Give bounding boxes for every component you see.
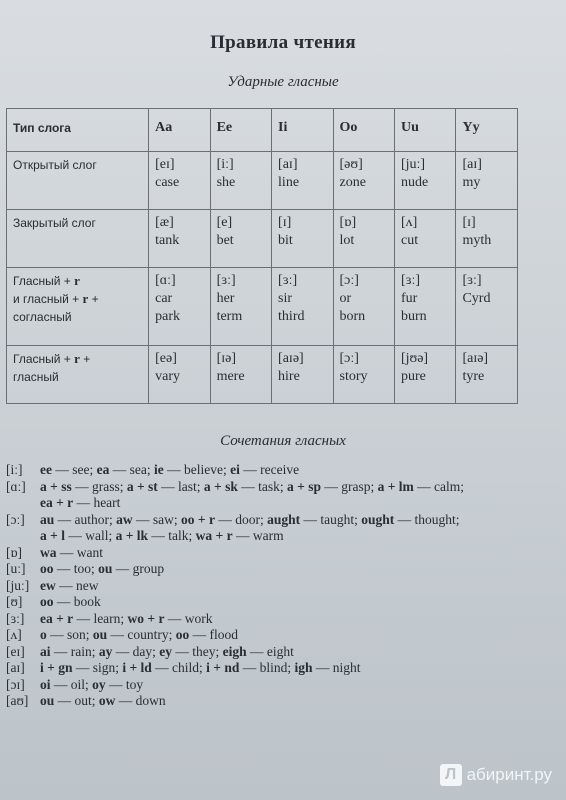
vowel-cell xyxy=(394,152,455,210)
ipa-transcription: [əʊ] xyxy=(339,157,363,172)
example-word: born xyxy=(339,309,366,324)
list-item xyxy=(6,594,556,611)
ipa-symbol xyxy=(6,528,40,545)
example-word: lot xyxy=(339,233,355,248)
combination-examples: wa — want xyxy=(40,544,103,560)
vowel-cell xyxy=(149,152,210,210)
table-header-row xyxy=(7,109,518,152)
combination-examples: au — author; aw — saw; oo + r — door; aught — taught; ought — thought; xyxy=(40,511,460,527)
combination-examples: ou — out; ow — down xyxy=(40,693,166,708)
example-word: vary xyxy=(155,369,180,384)
vowel-cell xyxy=(272,210,333,268)
vowel-cell xyxy=(149,268,210,346)
vowel-cell xyxy=(210,268,271,346)
example-word: zone xyxy=(339,175,366,190)
ipa-symbol: [ɔɪ] xyxy=(6,676,25,692)
example-word: park xyxy=(155,309,180,324)
example-word: fur xyxy=(400,291,418,306)
ipa-transcription: [aɪ] xyxy=(278,157,298,172)
vowel-cell xyxy=(333,346,394,404)
example-word: her xyxy=(216,291,235,306)
example-word: Cyrd xyxy=(462,291,491,306)
page-title: Правила чтения xyxy=(210,32,356,53)
column-header: Yy xyxy=(456,109,518,152)
column-header: Ii xyxy=(272,109,333,152)
combination-examples: o — son; ou — country; oo — flood xyxy=(40,627,239,642)
ipa-symbol: [ɔː] xyxy=(6,511,25,527)
vowel-cell xyxy=(456,346,518,404)
ipa-transcription: [ɔː] xyxy=(339,273,359,288)
ipa-symbol: [ʊ] xyxy=(6,594,23,609)
stressed-vowels-subtitle: Ударные гласные xyxy=(227,74,339,90)
vowel-cell xyxy=(272,152,333,210)
example-word: third xyxy=(278,309,305,324)
ipa-symbol xyxy=(6,495,40,512)
list-item xyxy=(6,611,556,628)
ipa-symbol: [iː] xyxy=(6,462,23,477)
column-header: Тип слога xyxy=(7,109,149,152)
ipa-transcription: [juː] xyxy=(400,157,426,172)
stressed-vowels-table xyxy=(6,108,518,404)
ipa-transcription: [iː] xyxy=(216,157,234,172)
ipa-transcription: [eə] xyxy=(155,351,177,366)
ipa-transcription: [ɜː] xyxy=(216,273,236,288)
vowel-cell xyxy=(272,268,333,346)
vowel-cell xyxy=(210,152,271,210)
ipa-transcription: [ʌ] xyxy=(400,215,418,230)
table-row xyxy=(7,210,518,268)
labirint-watermark xyxy=(440,764,552,786)
vowel-cell xyxy=(210,346,271,404)
example-word: tyre xyxy=(462,369,485,384)
example-word: nude xyxy=(400,175,429,190)
example-word: case xyxy=(155,175,180,190)
list-item xyxy=(6,644,556,661)
ipa-symbol: [ʌ] xyxy=(6,627,22,642)
vowel-cell xyxy=(333,152,394,210)
ipa-transcription: [aɪə] xyxy=(278,351,304,366)
example-word: story xyxy=(339,369,368,384)
list-item xyxy=(6,578,556,595)
vowel-cell xyxy=(149,346,210,404)
list-item xyxy=(6,627,556,644)
example-word: myth xyxy=(462,233,492,248)
syllable-type-cell: Открытый слог xyxy=(7,152,149,210)
ipa-transcription: [ɜː] xyxy=(278,273,298,288)
example-word: sir xyxy=(278,291,293,306)
ipa-symbol: [ɒ] xyxy=(6,544,23,560)
ipa-transcription: [ɜː] xyxy=(462,273,482,288)
vowel-cell xyxy=(272,346,333,404)
combination-examples: oi — oil; oy — toy xyxy=(40,676,144,692)
ipa-transcription: [ɪə] xyxy=(216,351,237,366)
ipa-symbol: [ɑː] xyxy=(6,478,26,494)
ipa-transcription: [ɪ] xyxy=(462,215,476,230)
example-word: my xyxy=(462,175,481,190)
combination-examples: ew — new xyxy=(40,577,99,593)
example-word: line xyxy=(278,175,300,190)
ipa-transcription: [e] xyxy=(216,215,233,230)
list-item xyxy=(6,677,556,694)
ipa-transcription: [ɪ] xyxy=(278,215,292,230)
example-word: she xyxy=(216,175,236,190)
ipa-symbol: [aʊ] xyxy=(6,693,29,708)
table-row xyxy=(7,346,518,404)
ipa-transcription: [ɒ] xyxy=(339,215,357,230)
example-word: car xyxy=(155,291,173,306)
combination-examples: i + gn — sign; i + ld — child; i + nd — blind; igh — night xyxy=(40,660,361,675)
list-item xyxy=(6,561,556,578)
vowel-cell xyxy=(394,346,455,404)
combination-examples: oo — too; ou — group xyxy=(40,561,165,576)
list-item xyxy=(6,528,556,545)
ipa-transcription: [jʊə] xyxy=(400,351,429,366)
ipa-transcription: [ɔː] xyxy=(339,351,359,366)
list-item xyxy=(6,495,556,512)
ipa-transcription: [ɜː] xyxy=(400,273,421,288)
column-header: Ee xyxy=(210,109,271,152)
example-word: bet xyxy=(216,233,234,248)
vowel-cell xyxy=(456,152,518,210)
vowel-cell xyxy=(149,210,210,268)
list-item xyxy=(6,693,556,710)
example-word: bit xyxy=(278,233,293,248)
combination-examples: ai — rain; ay — day; ey — they; eigh — eight xyxy=(40,643,294,659)
example-word: or xyxy=(339,291,352,306)
example-word: hire xyxy=(278,369,300,384)
example-word: cut xyxy=(400,233,419,248)
vowel-cell xyxy=(394,268,455,346)
combination-examples: a + ss — grass; a + st — last; a + sk — task; a + sp — grasp; a + lm — calm; xyxy=(40,478,465,494)
column-header: Oo xyxy=(333,109,394,152)
ipa-symbol: [uː] xyxy=(6,561,26,576)
ipa-symbol: [juː] xyxy=(6,577,30,593)
vowel-combinations-list xyxy=(6,462,556,710)
table-row xyxy=(7,268,518,346)
ipa-transcription: [æ] xyxy=(155,215,174,230)
example-word: mere xyxy=(216,369,245,384)
vowel-cell xyxy=(456,268,518,346)
list-item xyxy=(6,545,556,562)
column-header: Aa xyxy=(149,109,210,152)
table-row xyxy=(7,152,518,210)
combination-examples: ea + r — learn; wo + r — work xyxy=(40,610,213,626)
list-item xyxy=(6,479,556,496)
ipa-symbol: [ɜː] xyxy=(6,610,25,626)
combination-examples: a + l — wall; a + lk — talk; wa + r — warm xyxy=(40,528,284,543)
syllable-type-cell: Гласный + r + гласный xyxy=(7,346,149,404)
example-word: burn xyxy=(400,309,427,324)
example-word: pure xyxy=(400,369,426,384)
list-item xyxy=(6,512,556,529)
syllable-type-cell: Закрытый слог xyxy=(7,210,149,268)
example-word: tank xyxy=(155,233,180,248)
ipa-symbol: [eɪ] xyxy=(6,643,25,659)
vowel-cell xyxy=(333,268,394,346)
ipa-transcription: [ɑː] xyxy=(155,273,176,288)
column-header: Uu xyxy=(394,109,455,152)
vowel-combinations-subtitle: Сочетания гласных xyxy=(220,433,346,449)
vowel-cell xyxy=(456,210,518,268)
ipa-transcription: [eɪ] xyxy=(155,157,175,172)
vowel-cell xyxy=(210,210,271,268)
vowel-cell xyxy=(394,210,455,268)
vowel-cell xyxy=(333,210,394,268)
list-item xyxy=(6,462,556,479)
example-word: term xyxy=(216,309,243,324)
list-item xyxy=(6,660,556,677)
watermark-text: абиринт.ру xyxy=(466,765,552,784)
combination-examples: ea + r — heart xyxy=(40,495,121,510)
labirint-logo-icon: Л xyxy=(440,764,462,786)
combination-examples: oo — book xyxy=(40,594,101,609)
combination-examples: ee — see; ea — sea; ie — believe; ei — receive xyxy=(40,462,300,477)
syllable-type-cell: Гласный + r и гласный + r + согласный xyxy=(7,268,149,346)
ipa-transcription: [aɪə] xyxy=(462,351,489,366)
ipa-symbol: [aɪ] xyxy=(6,660,25,675)
ipa-transcription: [aɪ] xyxy=(462,157,482,172)
